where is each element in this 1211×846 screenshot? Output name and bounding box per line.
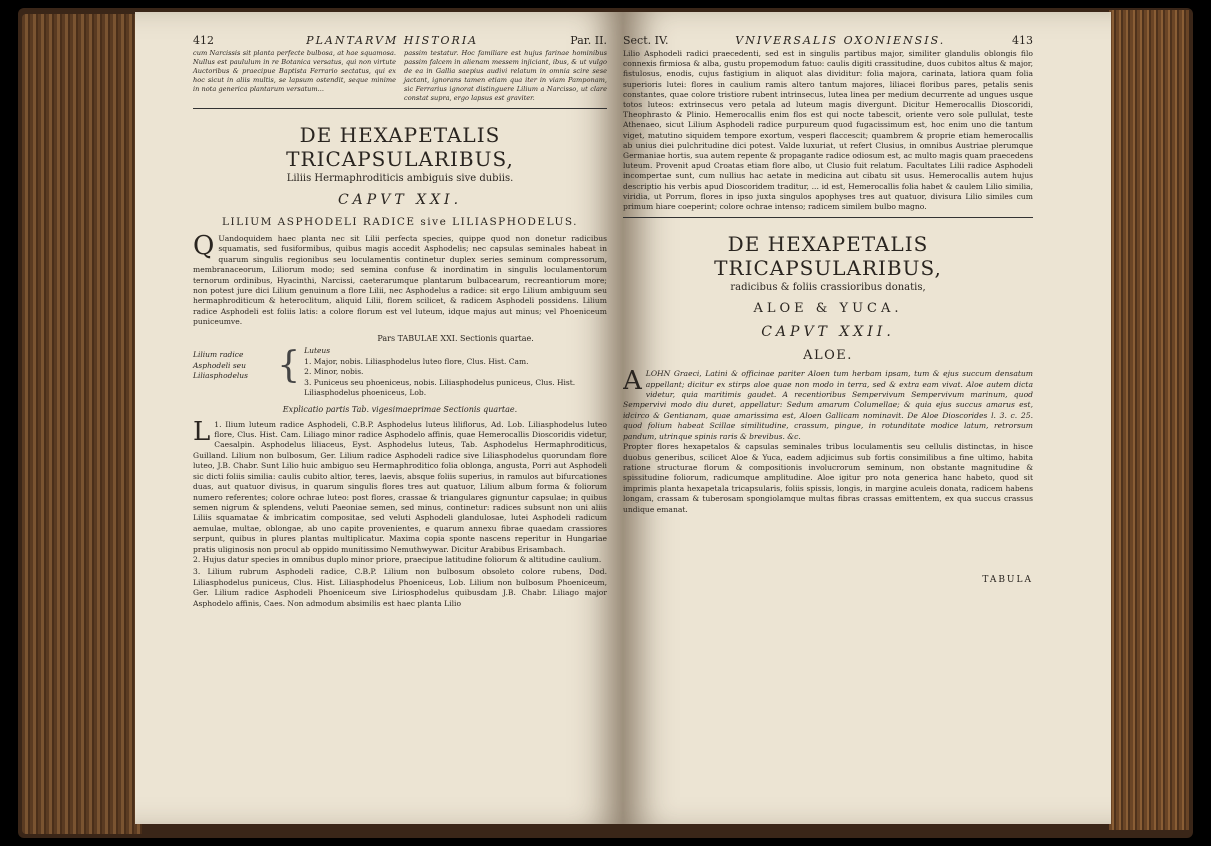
left-caput: CAPVT XXI.: [337, 192, 463, 208]
left-subheading: Liliis Hermaphroditicis ambiguis sive dubiis.: [286, 173, 514, 184]
left-table: [193, 334, 607, 399]
left-table-label: Lilium radice Asphodeli seu Liliasphodelus: [193, 350, 248, 381]
left-explicatio: Explicatio partis Tab. vigesimaeprimae Sectionis quartae.: [282, 404, 518, 414]
left-drop-cap: Q: [193, 231, 215, 261]
left-page-edges: [22, 14, 142, 834]
right-catchword: TABULA: [982, 574, 1033, 585]
left-running-title: PLANTARVM HISTORIA: [306, 34, 479, 47]
left-table-luteus: Luteus: [304, 346, 331, 356]
left-page-number: 412: [193, 34, 214, 47]
right-page-number: 413: [1011, 34, 1033, 47]
left-para-num-1: 1.: [214, 419, 222, 429]
left-paragraph-4: 3. Lilium rubrum Asphodeli radice, C.B.P. Lilium non bulbosum obsoleto colore rubens, Dod. Liliasphodelus puniceus, Clus. Hist. Liliasphodelus Phoeniceus, Lob. Lilium non bulbosum Phoeniceum, Ger. Lilium radice Asphodeli Phoeniceum sive Liriosphodelus quibusdam J.B. Chabr. Liliago major Asphodelo affinis, Caes. Non admodum absimilis est haec planta Lilio: [193, 567, 607, 608]
left-part: Par. II.: [570, 34, 607, 47]
left-page: [135, 12, 623, 824]
right-section-title: ALOE.: [803, 348, 853, 364]
right-paragraph-2: Propter flores hexapetalos & capsulas seminales tribus loculamentis seu cellulis distinctas, in hisce duobus generibus, scilicet Aloe & Yuca, eadem adjicimus sub fortis consimilibus a fine ultimo, habita ratione structurae florum & compositionis involucrorum seminum, non obstante magnitudine & spissitudine foliorum, radicumque amplitudine. Aloe igitur pro nota generica hanc habeto, quod sit imprimis planta hexapetala tricapsularis, foliis spissis, longis, in margine aculeis donata, radicem habens longam, crassam & tuberosam spongiolamque multas fibras crassas emittentem, ex qua succus crassus undique emanat.: [623, 442, 1033, 514]
right-title-2: ALOE & YUCA.: [753, 301, 903, 317]
left-body-2: [193, 416, 607, 609]
left-paragraph-1: Uandoquidem haec planta nec sit Lilii perfecta species, quippe quod non donetur radicibus squamatis, sed fusiformibus, quibus magis accedit Asphodelis; nec capsulas seminales habeat in quarum singulis regionibus seu loculamentis continetur duplex series seminum compressorum, membranaceorum, Liliorum modo; sed semina confuse & inordinatim in singulis loculamentorum ternorum ordinibus, Hyacinthi, Narcissi, caeterarumque plantarum bulbacearum, recreantiorum more; non potest jure dici Lilium genuinum a flore Lilii, nec Asphodelus a radice: sit ergo Lilium ambiguum seu hermaphroditicum & heteroclitum, aliquid Lilii, florem scilicet, & radicem Asphodeli possidens. Lilium radice Asphodeli est foliis latis: a colore florum est vel luteum, idque majus aut minus; vel Phoeniceum puniceumve.: [193, 234, 607, 327]
left-paragraph-3: 2. Hujus datur species in omnibus duplo minor priore, praecipue latitudine foliorum & altitudine caulium.: [193, 554, 602, 564]
right-body: [623, 366, 1033, 515]
left-table-row-2: 2. Minor, nobis.: [304, 367, 364, 377]
left-table-row-3: 3. Puniceus seu phoeniceus, nobis. Liliasphodelus puniceus, Clus. Hist. Liliasphodelus phoeniceus, Lob.: [304, 377, 576, 398]
right-caput: CAPVT XXII.: [761, 324, 895, 341]
left-heading: DE HEXAPETALIS TRICAPSULARIBUS,: [286, 123, 514, 171]
left-table-body: [304, 334, 607, 399]
right-subheading: radicibus & foliis crassioribus donatis,: [730, 282, 926, 294]
left-top-col1: cum Narcissis sit planta perfecte bulbosa, at hae squamosa. Nullus est paululum in re Botanica versatus, qui non virtute Auctoribus & praecipue Baptista Ferrario sectatus, qui ex hoc sicut in aliis multis, se lapsum ostendit, seque minime in nota generica plantarum versatum...: [193, 49, 396, 93]
right-rule: [623, 217, 1033, 218]
left-top-columns: [193, 49, 607, 103]
right-drop-cap: A: [623, 366, 642, 397]
left-section-title: LILIUM ASPHODELI RADICE sive LILIASPHODELUS.: [222, 216, 578, 228]
right-page-edges: [1109, 10, 1189, 830]
left-running-head: [193, 34, 607, 47]
left-drop-cap-2: L: [193, 416, 211, 447]
right-running-head: [623, 34, 1033, 47]
left-table-brace: {: [277, 345, 301, 387]
left-page-content: [193, 34, 607, 611]
right-running-title: VNIVERSALIS OXONIENSIS.: [735, 34, 946, 47]
right-page-content: [623, 34, 1033, 585]
right-section: Sect. IV.: [623, 34, 669, 47]
left-paragraph-2: Ilium luteum radice Asphodeli, C.B.P. Asphodelus luteus liliflorus, Ad. Lob. Liliasphodelus luteo flore, Clus. Hist. Cam. Liliago minor radice Asphodelo affinis, quae Hemerocallis Dioscoridis videtur, Caesalpin. Asphodelus liliaceus, Eyst. Asphodelus luteus, Tab. Asphodelus Hermaphroditicus, Guilland. Lilium non bulbosum, Ger. Lilium radice Asphodeli radice sive Liliasphodelus quorundam flore luteo, J.B. Chabr. Sunt Lilio huic ambiguo seu Hermaphroditico folia oblonga, angusta, Porri aut Asphodeli sic dicti foliis similia: caulis cubito altior, teres, laevis, absque foliis superius, in ramulos aut bifurcationes duas, aut quatuor divisus, in quarum singulis flores tres aut quatuor, Lilium album forma & foliorum numero referentes; colore ochrae luteo: post flores, crassae & triangulares gignuntur capsulae; in quibus semen nigrum & splendens, veluti Paeoniae semen, sed minus, continetur: radices subsunt non uni aliis Liliis squamatae & imbricatim compositae, sed veluti Asphodeli glandulosae, lutei Asphodeli radicum aemulae, multae, oblongae, ab uno capite provenientes, e quarum annexu fibrae quaedam crassiores serpunt, quibus in plures plantas multiplicatur. Maxima copia sponte nascens reperitur in Hungariae pratis uliginosis non procul ab oppido munitissimo Nemuthwywar. Dicitur Arabibus Erisambach.: [193, 419, 607, 554]
right-heading: DE HEXAPETALIS TRICAPSULARIBUS,: [714, 232, 942, 281]
left-body-1: [193, 231, 607, 328]
left-rule: [193, 108, 607, 109]
right-intro: Lilio Asphodeli radici praecedenti, sed est in singulis partibus major, similiter glandulis oblongis filo connexis firmiosa & alba, gustu propemodum fatuo: caulis digiti crassitudine, duos cubitos altus & major, fistulosus, enodis, cujus fastigium in aliquot alas dividitur: folia majora, carinata, latiora quam folia superioris lutei: flores in caulium ramis altero tantum majores, liliacei floribus pares, petalis senis constantes, quae colore tristiore rubent intrinsecus, lutea linea per medium decurrente ad ungues usque totos luteos: extrinsecus vero petala ad luteum magis divergunt. Dicitur Hemerocallis Dioscoridi, Theophrasto & Plinio. Hemerocallis enim flos est qui nocte tabescit, oriente vero sole pullulat, teste Athenaeo, sicut Lilium Asphodeli radice purpureum quod fugacissimum est, hoc enim uno die tantum viget, matutino siquidem tempore exortum, vesperi flaccescit; quambrem & proprie etiam hemerocallis ab unius diei pulchritudine dici potest. Valde luxuriat, ut refert Clusius, in omnibus Austriae plerumque Germaniae hortis, sua autem repente & propagante radice odiosum est, ac multo magis quam praecedens luteum. Provenit apud Croatas etiam flore albo, ut Clusio fuit relatum. Facultates Lilii radice Asphodeli incompertae sunt, cum nullius hac aetate in medicina aut cibatu sit usus. Hemerocallis autem hujus descriptio his verbis apud Dioscoridem traditur, ... id est, Hemerocallis folia habet & caulem Lilio similia, viridia, ut Porrum, flores in ipso juxta singulos apophyses tres aut quatuor, divisura Lilio similes cum primum hiare coeperint; colore ochrae intenso; radicem similem bulbo magno.: [623, 49, 1033, 212]
left-table-row-1: 1. Major, nobis. Liliasphodelus luteo flore, Clus. Hist. Cam.: [304, 356, 529, 366]
right-paragraph-1: LOHN Graeci, Latini & officinae pariter Aloen tum herbam ipsam, tum & ejus succum densatum appellant; dicitur ex stirps aloe quae non modo in terra, sed & extra eam vivat. Aloe autem dicta videtur, quia maritimis gaudet. A recentioribus Sempervivum Sempervivum marinum, quod Sempervivi modo diu duret, appellatur: Sedum amarum Columellae; & quia ejus succus amarus est, idcirco & Gentianam, quae amarissima est, Aloen Gallicam nominavit. De Aloe Dioscorides l. 3. c. 25. quod folium habeat Scillae similitudine, crassum, pingue, in rotunditate modice latum, retrorsum pandum, utrinque spinis raris & brevibus. &c.: [623, 369, 1033, 441]
left-top-col2: passim testatur. Hoc familiare est hujus farinae hominibus passim falcem in alienam messem injiciant, ibus, & ut vulgo de ea in Gallia saepius audivi relatum in omnia scire sese jactant, ignorans tamen etiam qua iter in viam Pamponam, sic Ferrarius ignorat distinguere Lilium a Narcisso, ut clare constat supra, ergo lapsus est graviter.: [404, 49, 607, 102]
right-page: [623, 12, 1111, 824]
left-table-caption: Pars TABULAE XXI. Sectionis quartae.: [377, 333, 534, 343]
